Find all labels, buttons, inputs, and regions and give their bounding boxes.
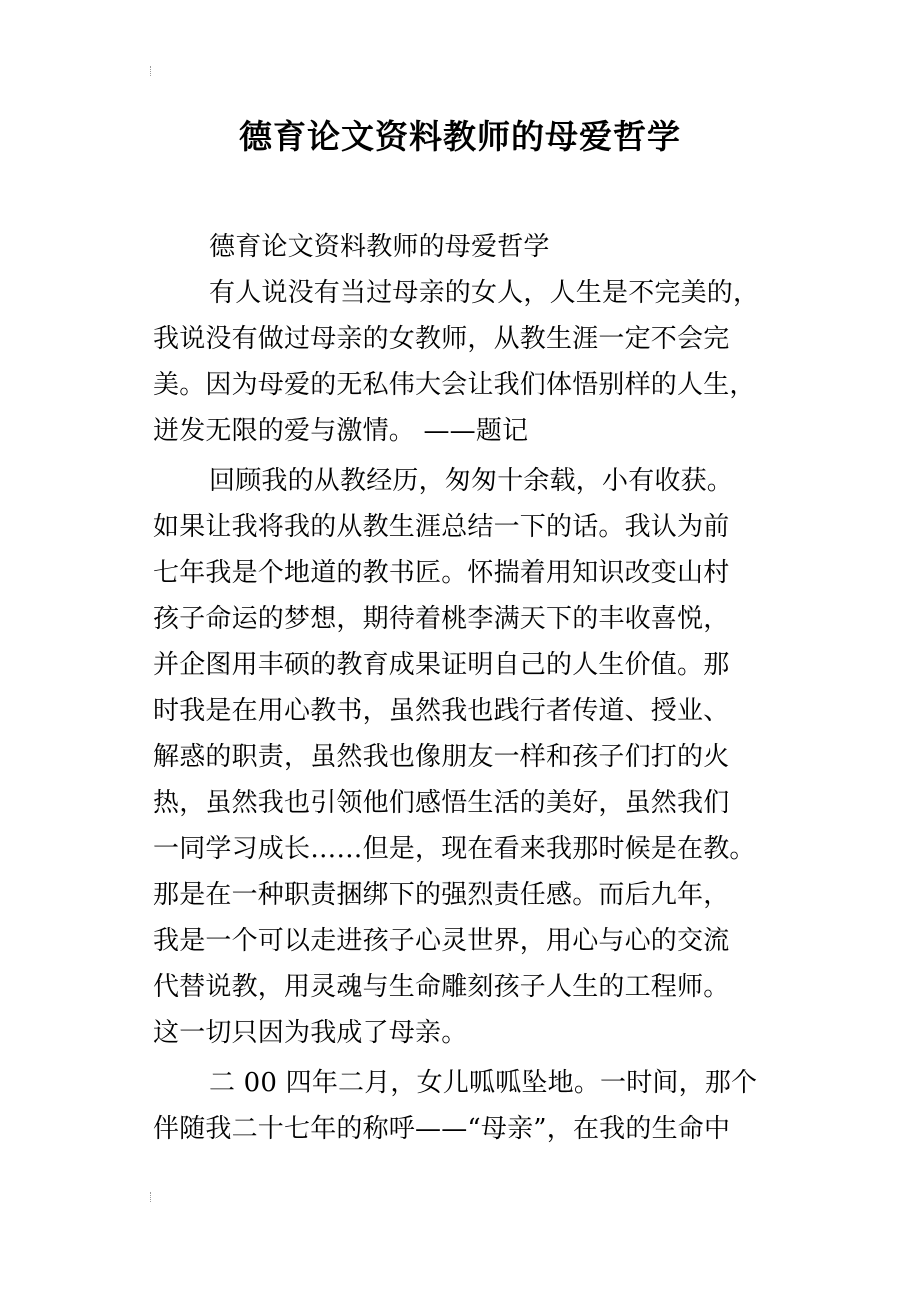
text-line: 迸发无限的爱与激情。 ——题记: [153, 416, 529, 446]
text-line: 代替说教，用灵魂与生命雕刻孩子人生的工程师。: [153, 972, 730, 1002]
text-line: 德育论文资料教师的母爱哲学: [209, 232, 550, 262]
text-line: 我说没有做过母亲的女教师，从教生涯一定不会完: [153, 324, 730, 354]
text-line: 回顾我的从教经历，匆匆十余载，小有收获。: [209, 466, 734, 496]
text-line: 二 00 四年二月，女儿呱呱坠地。一时间，那个: [209, 1068, 758, 1098]
text-line: 美。因为母爱的无私伟大会让我们体悟别样的人生，: [153, 370, 756, 400]
paragraph-subtitle: [153, 224, 781, 270]
document-title: 德育论文资料教师的母爱哲学: [239, 117, 681, 156]
text-line: 时我是在用心教书，虽然我也践行者传道、授业、: [153, 696, 730, 726]
paragraph-reflection: [153, 458, 781, 1056]
text-line: 解惑的职责，虽然我也像朋友一样和孩子们打的火: [153, 742, 730, 772]
text-line: 并企图用丰硕的教育成果证明自己的人生价值。那: [153, 650, 730, 680]
text-line: 热，虽然我也引领他们感悟生活的美好，虽然我们: [153, 788, 730, 818]
paragraph-motherhood: [153, 1060, 781, 1152]
text-line: 一同学习成长……但是，现在看来我那时候是在教。: [153, 834, 756, 864]
paragraph-epigraph: [153, 270, 781, 454]
text-line: 这一切只因为我成了母亲。: [153, 1018, 468, 1048]
text-line: 伴随我二十七年的称呼——“母亲”，在我的生命中: [153, 1114, 731, 1144]
document-body: [153, 224, 781, 1152]
text-line: 如果让我将我的从教生涯总结一下的话。我认为前: [153, 512, 730, 542]
corner-crop-mark: [150, 1192, 157, 1202]
corner-crop-mark: [150, 66, 157, 76]
text-line: 我是一个可以走进孩子心灵世界，用心与心的交流: [153, 926, 730, 956]
text-line: 孩子命运的梦想，期待着桃李满天下的丰收喜悦，: [153, 604, 730, 634]
text-line: 有人说没有当过母亲的女人，人生是不完美的，: [209, 278, 760, 308]
text-line: 那是在一种职责捆绑下的强烈责任感。而后九年，: [153, 880, 730, 910]
text-line: 七年我是个地道的教书匠。怀揣着用知识改变山村: [153, 558, 730, 588]
